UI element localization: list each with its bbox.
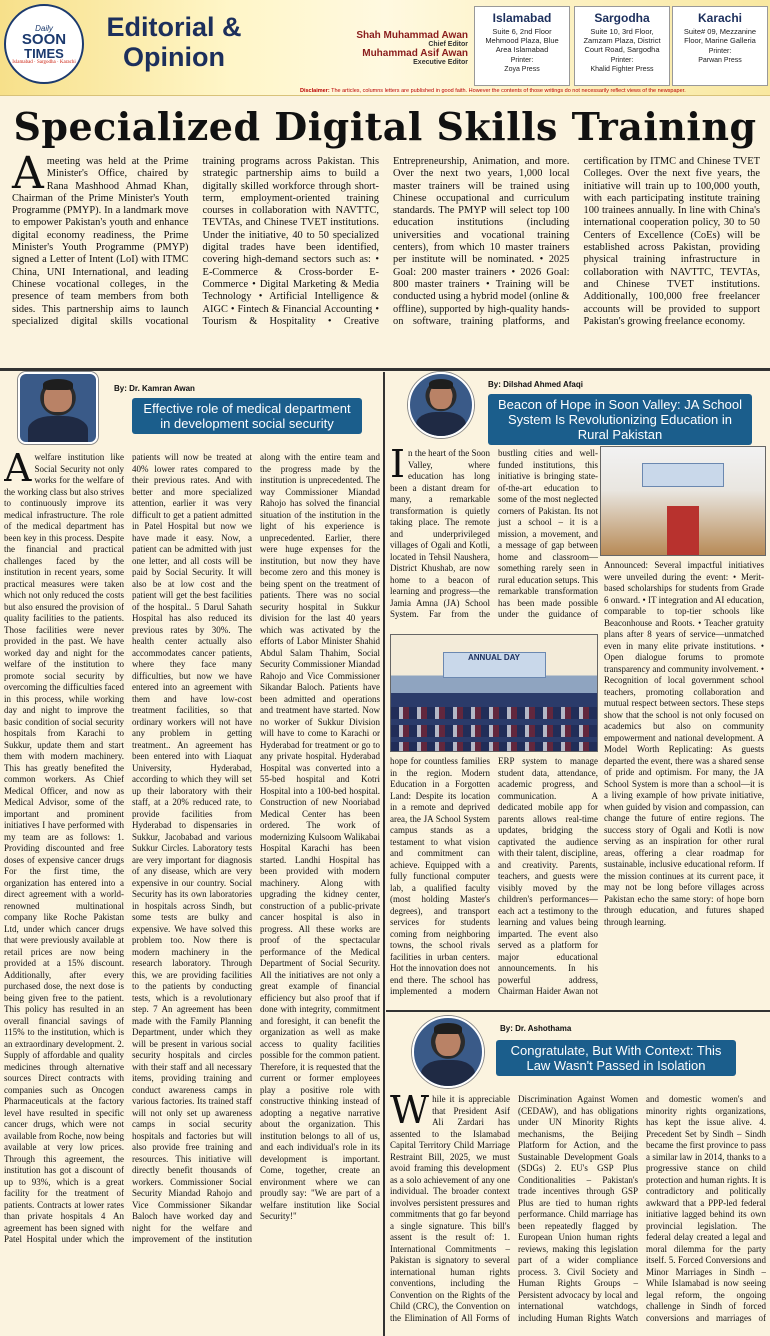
office-sargodha bbox=[574, 6, 670, 86]
executive-editor-role: Executive Editor bbox=[413, 59, 468, 66]
executive-editor-name: Muhammad Asif Awan bbox=[362, 48, 468, 59]
office-address: Suite 10, 3rd Floor, Zamzam Plaza, District Court Road, Sargodha bbox=[583, 27, 661, 54]
section-title-line1: Editorial & bbox=[106, 12, 242, 42]
office-printer-label: Printer: bbox=[610, 57, 634, 64]
author-portrait bbox=[408, 372, 474, 438]
article2-body-top-text: n the heart of the Soon Valley, where education has long been a distant dream for many, a remarkable transformation is quietly taking place. The remote and underprivileged villages of Ogali and Kotli, located in Tehsil Naushera, District Khushab, are now home to a beacon of learning and progress—the Jamia Amna (JA) School System. Far from the bustling cities and well-funded institutions, this initiative is bringing state-of-the-art education to some of the most neglected corners of Pakistan. Its not just a school – it is a mission, a movement, and a message of gap between home and classroom—something rarely seen in rural education setups. This remarkable transformation has been made possible under the guidance of bbox=[390, 448, 598, 619]
lead-headline: Specialized Digital Skills Training bbox=[13, 104, 757, 149]
article2-body-right-text: Announced: Several impactful initiatives were unveiled during the event: • Merit-based scholarships for students from Grade 6 onward. • IT integration and AI education, comparable to top-tier schools like Beaconhouse and Roots. • Teacher gratuity plans after 8 years of service—unmatched even in many elite private institutions. • Open dialogue forums to promote transparency and community involvement. • Recognition of local government school teachers, promoting collaboration and mutual respect between sectors. These steps show that the school is not only focused on academics but also on community empowerment and national development. A Model Worth Replicating: As guests departed the event, there was a shared sense of pride and optimism. For many, the JA School System is more than a school—it is a living example of how private initiative, when guided by vision and compassion, can change the future of entire regions. The success story of Ogali and Kotli is now serving as an inspiration for other rural areas, offering a clear roadmap for sustainable, inclusive educational reform. If the mission continues at its current pace, it may not be long before villages across Pakistan echo the same story: of hope born through education, and futures shaped through learning. bbox=[604, 560, 764, 927]
photo-banner: ANNUAL DAY bbox=[443, 652, 546, 678]
article2-body-bottom-text: hope for countless families in the region. Modern Education in a Forgotten Land: Despite its location in a remote and deprived area, the JA School System campus stands as a testament to what vision and commitment can achieve. Equipped with a fully functional computer lab, a qualified faculty (most holding Master's degrees), and transport services for students coming from neighboring towns, the school rivals facilities in urban centers. Hot the innovation does not end there. The school has implemented a modern ERP system to manage student data, attendance, academic progress, and communication. A dedicated mobile app for parents allows real-time updates, bridging the captivated the audience with their talent, discipline, and creativity. Parents, teachers, and guests were visibly moved by the children's performances—each act a testimony to the learning and values being imparted. The event also served as a platform for major educational announcements. In his powerful address, Chairman Haider Awan not bbox=[390, 756, 598, 996]
office-printer: Parwan Press bbox=[698, 57, 742, 64]
chief-editor-name: Shah Muhammad Awan bbox=[356, 30, 468, 41]
section-title-line2: Opinion bbox=[123, 42, 225, 72]
article2-dropcap: I bbox=[390, 448, 406, 486]
article2-body-top bbox=[390, 448, 598, 628]
article1-headline: Effective role of medical department in development social security bbox=[132, 398, 362, 434]
office-printer-label: Printer: bbox=[708, 48, 732, 55]
disclaimer-text: The articles, columns letters are published in good faith. However the contents of those writings do not necessarily reflect views of the newspaper. bbox=[331, 88, 686, 94]
editors-block bbox=[278, 30, 468, 66]
office-city: Islamabad bbox=[492, 11, 552, 25]
newspaper-logo bbox=[4, 4, 84, 84]
lead-dropcap: A bbox=[12, 148, 44, 199]
section-divider bbox=[0, 368, 770, 371]
chief-editor-role: Chief Editor bbox=[428, 41, 468, 48]
article2-headline: Beacon of Hope in Soon Valley: JA School System Is Revolutionizing Education in Rural Pakistan bbox=[488, 394, 752, 445]
logo-times: TIMES bbox=[24, 45, 64, 61]
event-stage-photo bbox=[600, 446, 766, 556]
article2-byline: By: Dilshad Ahmed Afaqi bbox=[488, 380, 583, 389]
disclaimer bbox=[300, 88, 686, 94]
office-address: Suite 6, 2nd Floor Mehmood Plaza, Blue Area Islamabad bbox=[485, 27, 559, 54]
article3-body bbox=[390, 1094, 766, 1334]
logo-cities: Islamabad · Sargodha · Karachi bbox=[12, 59, 76, 65]
author-portrait bbox=[412, 1016, 484, 1088]
article1-byline: By: Dr. Kamran Awan bbox=[114, 384, 195, 393]
article3-body-text: hile it is appreciable that President Asif Ali Zardari has assented to the Islamabad Capital Territory Child Marriage Restraint Bill, 2025, we must avoid framing this development as a solo achievement of any one individual. The broader context involves persistent pressures and commitments that go far beyond a single signature. This bill's assent is the result of: 1. International Commitments – Pakistan is signatory to several international human rights conventions, including the Convention on the Rights of the Child (CRC), the Convention on the Elimination of All Forms of Discrimination Against Women (CEDAW), and has obligations under UN Minority Rights mechanisms, the Beijing Platform for Action, and the Sustainable Development Goals (SDGs) 2. EU's GSP Plus Conditionalities – Pakistan's trade incentives through GSP Plus are tied to human rights performance. Child marriage has been repeatedly flagged by European Union human rights reviews, making this legislation part of a wider compliance process. 3. Civil Society and Human Rights Groups – Persistent advocacy by local and international watchdogs, including Human Rights Watch and domestic women's and minority rights organizations, has kept the issue alive. 4. Precedent Set by Sindh – Sindh became the first province to pass a similar law in 2014, thanks to a progressive stance on child protection and human rights. It is contradictory and politically awkward that a PPP-led federal initiative lagged behind its own provincial legislation. The federal delay created a legal and moral dilemma for the party itself. 5. Forced Conversions and Minor Marriages in Sindh – While Islamabad is now seeing legal reform, the ongoing challenge in Sindh of forced conversions and marriages of bbox=[390, 1094, 766, 1323]
office-printer: Zoya Press bbox=[504, 66, 540, 73]
article3-headline: Congratulate, But With Context: This Law Wasn't Passed in Isolation bbox=[496, 1040, 736, 1076]
article1-body-text: welfare institution like Social Security not only works for the welfare of the working class but also strives to continuously improve its medical infrastructure. The role of the medical department has been key in this process. Despite the financial and practical challenges faced by the institution in recent years, some practical measures were taken which not only reduced the costs but also ensured the provision of quality facilities to the patients. Those facilities were never provided in the past. We have worked day and night for the welfare of the institution to promote social security by overcoming the difficulties faced in this process, while working day and night to improve the basic condition of social security hospitals from Karachi to Sukkur, update them and start them with modern machinery. This has greatly benefited the common workers. As Chief Medical Officer, and now as Medical Advisor, some of the important and prominent initiatives I have performed with my team are as follows: 1. Providing discounted and free doses of expensive cancer drugs For the first time, the organization has entered into a direct agreement with a world-renowned multinational company like Roche Pakistan Ltd, under which cancer drugs that were previously available at retail prices are now being provided at a 15% discount. Additionally, after every purchased dose, the next dose is being given free to the patient. This policy has resulted in an overall financial savings of 115% to the institution, which is an extraordinary development. 2. Supply of affordable and quality medicines through alternative sources Direct contracts with companies such as Oncogen Pharmaceuticals at the factory level have resulted in specific cancer drugs, which were not available from Roche, now being available at very low prices. Through this agreement, the institution has got a discount of up to 93%, which is a great facility for the treatment of patients. Contracts at lower rates than private hospitals 4 An agreement has been signed with Patel Hospital under which the patients will now be treated at 40% lower rates compared to their previous rates. And with better and more specialized attention, earlier it was very difficult to get a patient admitted in Patel Hospital but now we have made it easy. Now, a patient can be admitted with just one letter, and all costs will be paid by Social Security. It will also be at low cost and the patient will get the best facilities of the hospital.. 5 Darul Sahath Hospital has also reduced its previous rates by 30%. The health center actually also accommodates cancer patients, where they face many difficulties, but now we have entered into an agreement with them and have low-cost treatment facilities, so that ordinary workers will not have any problem in getting treatment.. An agreement has been entered into with Liaquat University, Hyderabad, according to which they will set up their laboratory with their staff, at a 20% reduced rate, to provide facilities from Hyderabad to dispensaries in Sukkur, Jacobabad and various Sukkur Circles. Laboratory tests are very important for diagnosis of any disease, which are very expensive in our country. Social Security has its own laboratories in hospitals across Sindh, but some tests are bulky and expensive. We have solved this problem too. Now there is modern machinery in the research laboratory. Through this, we are providing facilities to the patients by conducting tests, which is a revolutionary step. 7 An agreement has been made with the Family Planning Department, under which they will be present in various social security hospitals and circles with their staff and all necessary items, providing training and conduct awareness camps in various factories. Its trained staff will not only set up awareness camps in social security hospitals and factories but will also provide free training and resources. This initiative will directly benefit thousands of workers. Commissioner Social Security Miandad Rahojo and Vice Commissioner Sikandar Baloch have worked day and night for the welfare and improvement of the institution along with the entire team and the progress made by the institution is unprecedented. The way Commissioner Miandad Rahojo has solved the financial situation of the institution in the light of his experience is unprecedented. Earlier, there were huge expenses for the institution, but now they have become zero and this money is being spent on the treatment of patients. There was no social security hospital in Sukkur division for the last 40 years which was activated by the efforts of Labor Minister Shahid Abdul Salam Thahim, Social Security Commissioner Miandad Rahojo and Vice Commissioner Sikandar Baloch. Patients have been admitted and operations and treatment have started. Now no worker of Sukkur Division will have to come to Karachi or Hyderabad for treatment or go to any private hospital. Hyderabad Hospital was converted into a 55-bed hospital and Kotri Hospital into a 100-bed hospital. Construction of new Nooriabad Medical Center has been ordered. The work of modernizing Kulsoom Walikabai Hospital Karachi has been started. Landhi Hospital has been provided with modern machinery. Along with upgrading the kidney center, construction of a public-private cancer hospital is also in progress. All these works are proof of the spectacular performance of the Medical Department of Social Security. All the initiatives are not only a great example of financial efficiency but also proof that if done with integrity, commitment and foresight, it can benefit the organization as well as make access to quality facilities possible for the common patient. Therefore, it is requested that the current or former employees play a positive role with constructive thinking instead of adopting a negative narrative about the organization. This institution belongs to all of us, and each individual's role in its development is important. Come, together, create an environment where we can proudly say: "We are part of a welfare institution like Social Security!" bbox=[4, 452, 380, 1244]
lead-article-body bbox=[12, 148, 760, 366]
office-islamabad bbox=[474, 6, 570, 86]
article1-dropcap: A bbox=[4, 452, 32, 490]
lead-body-text: meeting was held at the Prime Minister's Office, chaired by Rana Mashhood Ahmad Khan, Chairman of the Prime Minister's Youth Programme (PMYP). In a landmark move to empower Pakistan's youth and enhance digital economy readiness, the Prime Minister's Youth Programme (PMYP) signed a Letter of Intent (LoI) with ITMC China, UNI International, and leading Chinese vocational colleges, in the presence of team members from both sides. This partnership aims to launch specialized digital skills vocational training programs across Pakistan. This strategic partnership aims to build a digitally skilled workforce through short-term, employment-oriented training courses in collaboration with NAVTTC, TEVTAs, and Chinese TVET institutions. Under the initiative, 40 to 50 specialized digital trades have been identified, covering high-demand sectors such as: • E-Commerce & Cross-border E-Commerce • Digital Marketing & Media Technology • Artificial Intelligence & AIGC • Fintech & Financial Accounting • Tourism & Hospitality • Creative Entrepreneurship, Animation, and more. Over the next two years, 1,000 local master trainers will be trained using Chinese occupational and curriculum standards. The PMYP will select top 100 education institutions (including universities and vocational training centers), from which 10 master trainers per institute will be nominated. • 2025 Goal: 200 master trainers • 2026 Goal: 800 master trainers • Training will be conducted using a hybrid model (online & offline), supported by high-quality hands-on software, training platforms, and certification by ITMC and Chinese TVET Colleges. Over the next five years, the initiative will train up to 100,000 youth, with each participating institute training 100 trainees annually. In line with China's international cooperation policy, 30 to 50 Centers of Excellence (CoEs) will be established across Pakistan, providing physical training infrastructure in collaboration with NAVTTC, TEVTAs, and Chinese TVET institutions. Additionally, 100,000 free freelancer accounts will be provided to support Pakistan's growing freelance economy. bbox=[12, 156, 760, 327]
article3-dropcap: W bbox=[390, 1094, 430, 1132]
section-divider bbox=[386, 1010, 770, 1012]
office-city: Sargodha bbox=[594, 11, 650, 25]
column-rule bbox=[383, 372, 385, 1336]
section-title bbox=[96, 12, 252, 72]
office-address: Suite# 09, Mezzanine Floor, Marine Galleria bbox=[683, 27, 757, 45]
disclaimer-label: Disclaimer: bbox=[300, 88, 330, 94]
office-printer-label: Printer: bbox=[510, 57, 534, 64]
event-audience-photo bbox=[390, 634, 598, 752]
office-karachi bbox=[672, 6, 768, 86]
article2-body-right bbox=[604, 560, 764, 1006]
article3-byline: By: Dr. Ashothama bbox=[500, 1024, 572, 1033]
author-portrait bbox=[18, 372, 98, 444]
office-city: Karachi bbox=[697, 11, 743, 25]
masthead bbox=[0, 0, 770, 96]
article2-body-bottom bbox=[390, 756, 598, 1008]
article1-body bbox=[4, 452, 380, 1334]
logo-daily: Daily bbox=[35, 23, 53, 33]
logo-soon: SOON bbox=[21, 30, 67, 48]
office-printer: Khalid Fighter Press bbox=[590, 66, 654, 73]
